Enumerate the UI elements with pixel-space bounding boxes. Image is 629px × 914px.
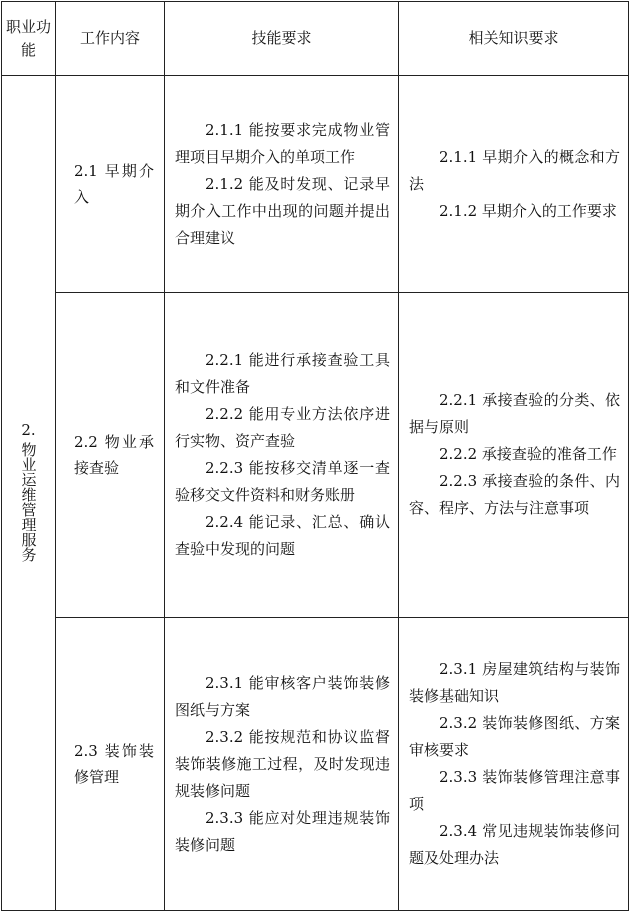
skill-item: 2.3.3 能应对处理违规装饰装修问题 — [175, 808, 390, 854]
content-cell — [56, 292, 165, 617]
header-skills — [165, 2, 399, 76]
header-content-label: 工作内容 — [79, 29, 140, 48]
function-number: 2. — [21, 420, 36, 439]
skill-item: 2.2.1 能进行承接查验工具和文件准备 — [175, 350, 390, 396]
knowledge-item: 2.1.2 早期介入的工作要求 — [439, 201, 617, 220]
knowledge-cell — [399, 618, 629, 911]
table-row — [2, 292, 629, 617]
skill-item: 2.2.2 能用专业方法依序进行实物、资产查验 — [175, 404, 390, 450]
knowledge-cell — [399, 76, 629, 293]
content-text: 2.1 早期介入 — [74, 162, 154, 207]
content-cell — [56, 76, 165, 293]
function-name: 物业运维管理服务 — [19, 441, 38, 562]
content-text: 2.2 物业承接查验 — [74, 432, 154, 477]
function-cell — [2, 76, 56, 911]
skill-item: 2.3.1 能审核客户装饰装修图纸与方案 — [175, 673, 390, 719]
skills-standard-table — [1, 1, 629, 911]
skills-cell — [165, 618, 399, 911]
knowledge-item: 2.2.1 承接查验的分类、依据与原则 — [409, 391, 620, 437]
skill-item: 2.1.1 能按要求完成物业管理项目早期介入的单项工作 — [175, 120, 390, 166]
header-function-label: 职业功能 — [5, 17, 51, 59]
skills-cell — [165, 76, 399, 293]
knowledge-item: 2.1.1 早期介入的概念和方法 — [409, 147, 620, 193]
knowledge-item: 2.2.2 承接查验的准备工作 — [439, 445, 617, 464]
knowledge-item: 2.3.3 装饰装修管理注意事项 — [409, 768, 620, 813]
header-skills-label: 技能要求 — [251, 29, 312, 48]
header-knowledge-label: 相关知识要求 — [468, 29, 559, 48]
header-knowledge — [399, 2, 629, 76]
header-row — [2, 2, 629, 76]
table-row — [2, 618, 629, 911]
knowledge-item: 2.3.4 常见违规装饰装修问题及处理办法 — [409, 822, 620, 867]
knowledge-item: 2.3.1 房屋建筑结构与装饰装修基础知识 — [409, 660, 620, 705]
skills-cell — [165, 292, 399, 617]
skill-item: 2.1.2 能及时发现、记录早期介入工作中出现的问题并提出合理建议 — [175, 174, 390, 247]
skill-item: 2.2.3 能按移交清单逐一查验移交文件资料和财务账册 — [175, 458, 390, 504]
content-cell — [56, 618, 165, 911]
skill-item: 2.2.4 能记录、汇总、确认查验中发现的问题 — [175, 512, 390, 558]
knowledge-cell — [399, 292, 629, 617]
knowledge-item: 2.2.3 承接查验的条件、内容、程序、方法与注意事项 — [409, 472, 620, 518]
skill-item: 2.3.2 能按规范和协议监督装饰装修施工过程，及时发现违规装修问题 — [175, 727, 390, 800]
knowledge-item: 2.3.2 装饰装修图纸、方案审核要求 — [409, 714, 620, 759]
table-row — [2, 76, 629, 293]
header-function — [2, 2, 56, 76]
header-content — [56, 2, 165, 76]
content-text: 2.3 装饰装修管理 — [74, 742, 154, 786]
